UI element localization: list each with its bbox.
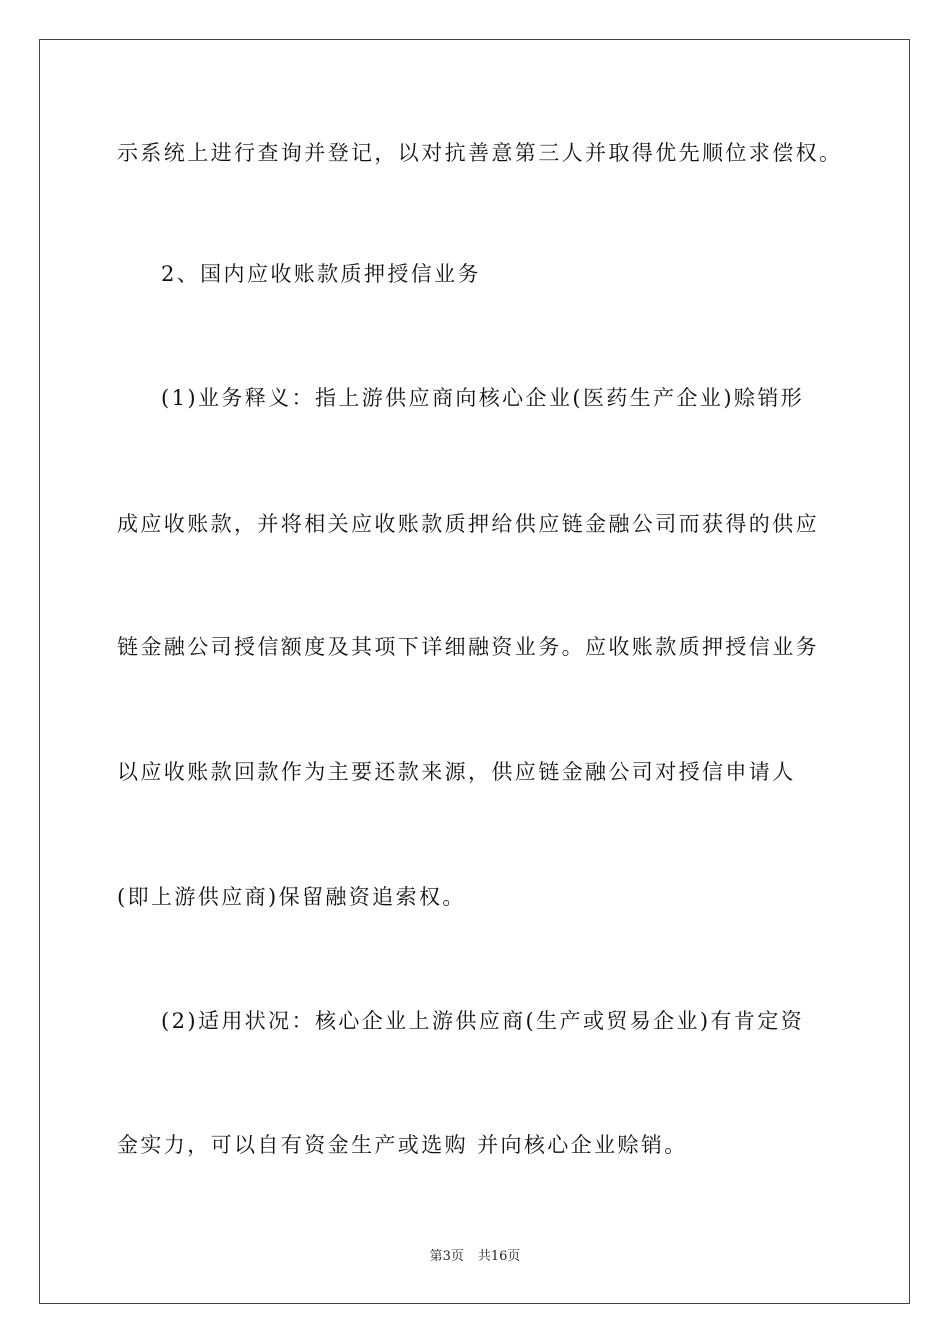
text-line-4: 成应收账款，并将相关应收账款质押给供应链金融公司而获得的供应: [117, 512, 819, 536]
page-footer: [0, 1248, 950, 1266]
page-border: [39, 39, 910, 1304]
text-line-7: (即上游供应商)保留融资追索权。: [117, 885, 466, 909]
section-heading: 2、国内应收账款质押授信业务: [161, 262, 481, 286]
text-line-6: 以应收账款回款作为主要还款来源，供应链金融公司对授信申请人: [117, 760, 796, 784]
text-line-1: 示系统上进行查询并登记，以对抗善意第三人并取得优先顺位求偿权。: [117, 141, 843, 165]
page-number: 第3页: [429, 1249, 464, 1264]
text-line-9: 金实力，可以自有资金生产或选购 并向核心企业赊销。: [117, 1133, 688, 1157]
text-line-8: (2)适用状况：核心企业上游供应商(生产或贸易企业)有肯定资: [161, 1009, 805, 1033]
text-line-5: 链金融公司授信额度及其项下详细融资业务。应收账款质押授信业务: [117, 635, 819, 659]
text-line-3: (1)业务释义：指上游供应商向核心企业(医药生产企业)赊销形: [161, 386, 805, 410]
total-pages: 共16页: [477, 1249, 521, 1264]
